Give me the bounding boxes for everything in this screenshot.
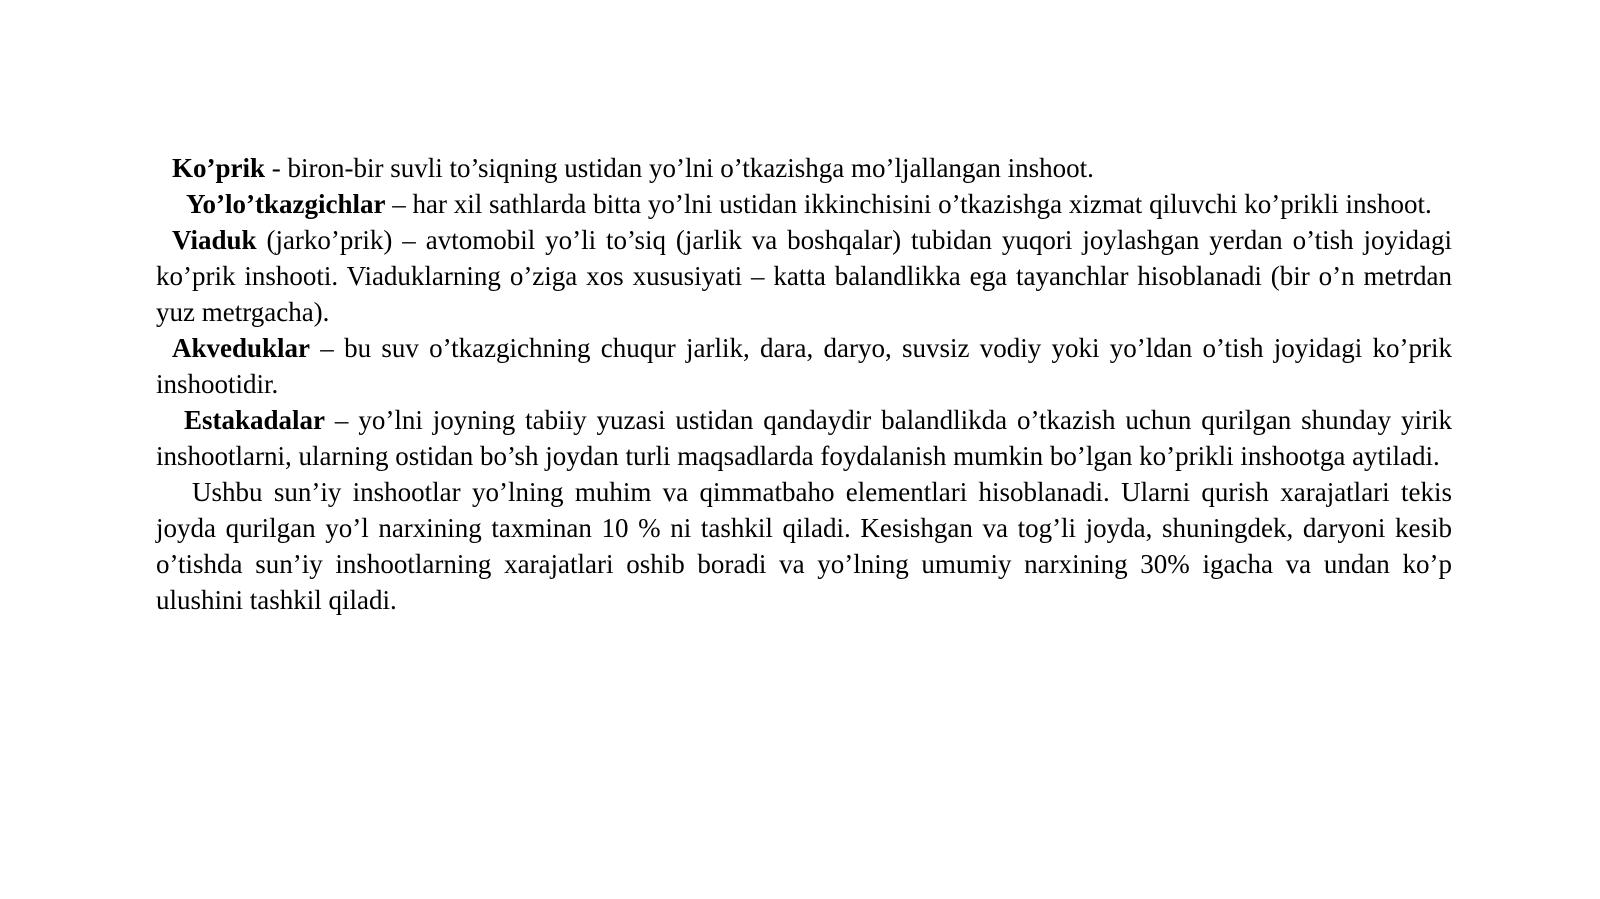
definition-koprik (156, 150, 1452, 186)
definition-akveduklar (156, 330, 1452, 402)
definition-text: – yo’lni joyning tabiiy yuzasi ustidan qandaydir balandlikda o’tkazish uchun qurilgan shunday yirik inshootlarni, ularning ostidan bo’sh joydan turli maqsadlarda foydalanish mumkin bo’lgan ko’prikli inshootga aytiladi. (156, 405, 1452, 471)
definition-viaduk (156, 222, 1452, 330)
definition-text: (jarko’prik) – avtomobil yo’li to’siq (jarlik va boshqalar) tubidan yuqori joylashgan yerdan o’tish joyidagi ko’prik inshooti. Viaduklarning o’ziga xos xususiyati – katta balandlikka ega tayanchlar hisoblanadi (bir o’n metrdan yuz metrgacha). (156, 225, 1452, 327)
definition-estakadalar (156, 402, 1452, 474)
definition-yolotkazgichlar (156, 186, 1452, 222)
term-akveduklar: Akveduklar (172, 333, 311, 363)
definition-text: - biron-bir suvli to’siqning ustidan yo’lni o’tkazishga mo’ljallangan inshoot. (265, 153, 1094, 183)
definition-text: – bu suv o’tkazgichning chuqur jarlik, dara, daryo, suvsiz vodiy yoki yo’ldan o’tish joyidagi ko’prik inshootidir. (156, 333, 1452, 399)
summary-text: Ushbu sun’iy inshootlar yo’lning muhim va qimmatbaho elementlari hisoblanadi. Ularni qurish xarajatlari tekis joyda qurilgan yo’l narxining taxminan 10 % ni tashkil qiladi. Kesishgan va tog’li joyda, shuningdek, daryoni kesib o’tishda sun’iy inshootlarning xarajatlari oshib boradi va yo’lning umumiy narxining 30% igacha va undan ko’p ulushini tashkil qiladi. (156, 477, 1452, 615)
document-body (156, 150, 1452, 618)
term-yolotkazgichlar: Yo’lo’tkazgichlar (186, 189, 386, 219)
summary-paragraph (156, 474, 1452, 618)
term-viaduk: Viaduk (172, 225, 257, 255)
term-estakadalar: Estakadalar (184, 405, 326, 435)
definition-text: – har xil sathlarda bitta yo’lni ustidan ikkinchisini o’tkazishga xizmat qiluvchi ko’prikli inshoot. (385, 189, 1432, 219)
term-koprik: Ko’prik (172, 153, 266, 183)
